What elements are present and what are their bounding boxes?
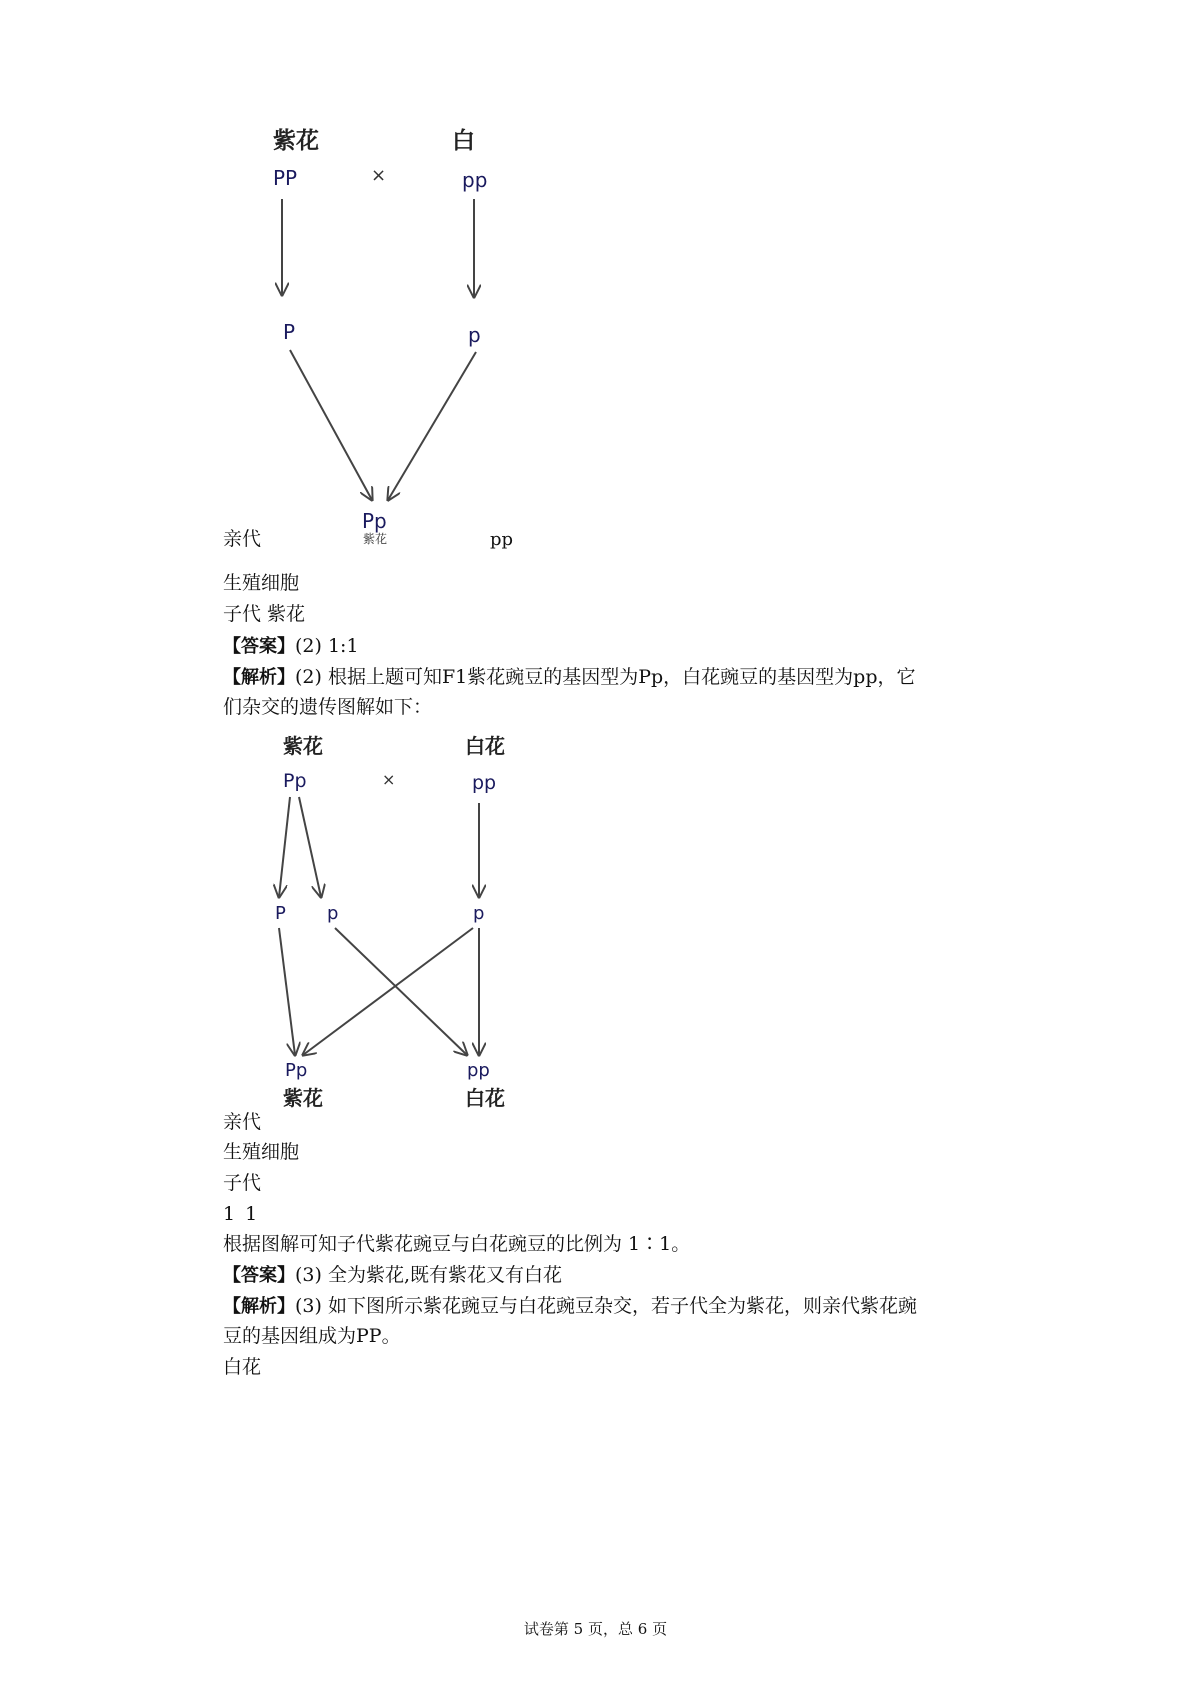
block1-gamete-label: 生殖细胞 bbox=[223, 572, 300, 594]
block2-gamete-label: 生殖细胞 bbox=[223, 1141, 300, 1163]
diagram2-parent-left-phenotype: 紫花 bbox=[283, 734, 323, 758]
block2-parent-label: 亲代 bbox=[223, 1111, 262, 1133]
diagram2-arrow-Pp-to-P bbox=[279, 797, 290, 897]
analysis2-line1 bbox=[223, 665, 916, 690]
analysis3-bracket: 【解析】 bbox=[223, 1296, 295, 1317]
answer3-text: (3) 全为紫花,既有紫花又有白花 bbox=[295, 1264, 562, 1286]
analysis2-line2: 们杂交的遗传图解如下： bbox=[223, 696, 433, 718]
block2-offspring-label: 子代 bbox=[223, 1172, 262, 1194]
analysis3-line1 bbox=[223, 1294, 917, 1319]
page-footer: 试卷第 5 页，总 6 页 bbox=[523, 1620, 668, 1638]
diagram2-arrow-P-to-offspring-left bbox=[279, 928, 295, 1055]
diagram1-gamete-left: P bbox=[283, 320, 296, 344]
block2-ratio-numbers: 1 1 bbox=[223, 1203, 260, 1225]
diagram2-cross-symbol: × bbox=[382, 770, 396, 789]
block1-parent-label: 亲代 bbox=[223, 528, 262, 550]
analysis2-text-line1: (2) 根据上题可知F1紫花豌豆的基因型为Pp，白花豌豆的基因型为pp，它 bbox=[295, 666, 916, 688]
answer3-line bbox=[223, 1263, 562, 1288]
diagram1-gamete-right: p bbox=[468, 323, 481, 347]
diagram2-parent-right-genotype: pp bbox=[472, 772, 497, 794]
diagram2-parent-left-genotype: Pp bbox=[283, 770, 307, 792]
answer2-bracket: 【答案】 bbox=[223, 636, 295, 657]
diagram2-gamete-3: p bbox=[473, 903, 485, 924]
diagram2-gamete-2: p bbox=[327, 903, 339, 924]
answer2-line bbox=[223, 634, 359, 659]
block1-parent-small: 紫花 bbox=[363, 532, 388, 546]
analysis3-line2: 豆的基因组成为PP。 bbox=[223, 1325, 401, 1347]
block1-offspring-label: 子代 紫花 bbox=[223, 603, 306, 625]
answer3-bracket: 【答案】 bbox=[223, 1265, 295, 1286]
diagram2-offspring-left-genotype: Pp bbox=[285, 1060, 308, 1081]
diagram1-arrow-right-to-offspring bbox=[388, 352, 476, 500]
diagram2-offspring-left-phenotype: 紫花 bbox=[283, 1086, 323, 1110]
block1-parent-right: pp bbox=[490, 529, 514, 550]
analysis2-bracket: 【解析】 bbox=[223, 667, 295, 688]
diagram1-parent-left-phenotype: 紫花 bbox=[273, 128, 319, 154]
diagram1-offspring-genotype: Pp bbox=[362, 509, 387, 533]
answer2-text: (2) 1:1 bbox=[295, 635, 359, 657]
diagram2-parent-right-phenotype: 白花 bbox=[465, 734, 505, 758]
diagram2-offspring-right-phenotype: 白花 bbox=[465, 1086, 505, 1110]
diagram1-arrow-left-to-offspring bbox=[290, 350, 372, 500]
diagram1-parent-right-genotype: pp bbox=[462, 168, 488, 192]
block2-conclusion: 根据图解可知子代紫花豌豆与白花豌豆的比例为 1∶1。 bbox=[223, 1233, 691, 1255]
analysis3-line3: 白花 bbox=[223, 1356, 262, 1378]
diagram1-parent-right-phenotype: 白 bbox=[452, 128, 475, 154]
analysis3-text-line1: (3) 如下图所示紫花豌豆与白花豌豆杂交，若子代全为紫花，则亲代紫花豌 bbox=[295, 1295, 917, 1317]
cross-diagram-2 bbox=[255, 725, 525, 1110]
diagram2-gamete-1: P bbox=[275, 903, 286, 924]
diagram1-parent-left-genotype: PP bbox=[273, 166, 298, 190]
diagram2-offspring-right-genotype: pp bbox=[467, 1060, 490, 1081]
cross-diagram-1 bbox=[240, 115, 520, 535]
diagram2-arrow-Pp-to-p bbox=[299, 797, 321, 897]
diagram1-cross-symbol: × bbox=[371, 165, 387, 186]
